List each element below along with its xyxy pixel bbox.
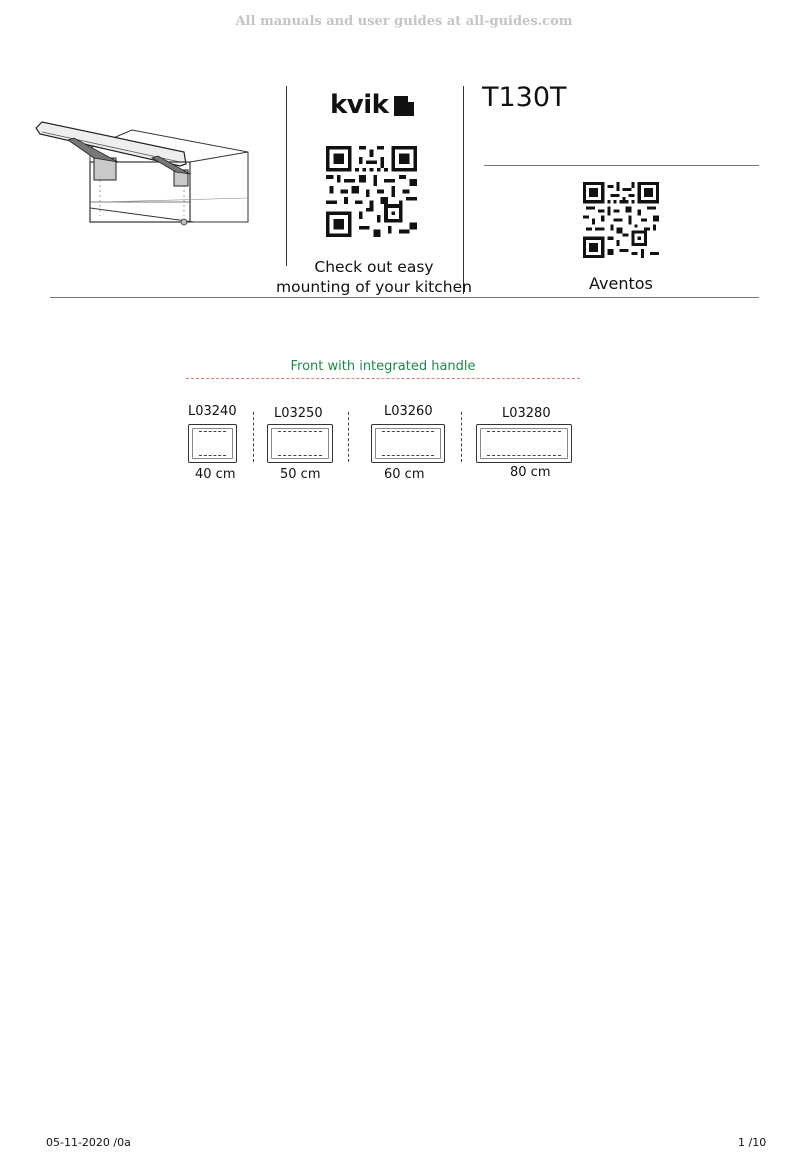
brand-logo — [330, 90, 426, 124]
qr-code-mounting — [326, 146, 417, 237]
section-title: Front with integrated handle — [290, 359, 476, 374]
variant-separator — [348, 412, 349, 462]
variant-size: 60 cm — [384, 467, 425, 482]
variant-size: 80 cm — [510, 465, 551, 480]
variant-code: L03250 — [274, 406, 323, 421]
tagline-line2: mounting of your kitchen — [276, 278, 472, 296]
variant-front-drawing — [476, 424, 572, 463]
brand-wordmark: kvik — [330, 90, 389, 120]
variant-front-drawing — [371, 424, 445, 463]
watermark: All manuals and user guides at all-guides.com — [235, 14, 573, 29]
variant-size: 40 cm — [195, 467, 236, 482]
section-title-rule — [186, 378, 580, 379]
cabinet-illustration — [34, 118, 254, 230]
footer-date: 05-11-2020 /0a — [46, 1136, 131, 1149]
brand-square-icon — [394, 96, 414, 116]
header-bottom-rule — [50, 297, 759, 298]
variant-front-drawing — [188, 424, 237, 463]
tagline-line1: Check out easy — [314, 258, 434, 276]
mechanism-label: Aventos — [589, 274, 653, 293]
model-number: T130T — [482, 82, 567, 113]
variant-size: 50 cm — [280, 467, 321, 482]
qr-code-aventos — [583, 182, 659, 258]
variant-separator — [253, 412, 254, 462]
variant-code: L03240 — [188, 404, 237, 419]
variant-code: L03280 — [502, 406, 551, 421]
variant-front-drawing — [267, 424, 333, 463]
model-underline — [484, 165, 759, 166]
header-divider-left — [286, 86, 287, 266]
variant-separator — [461, 412, 462, 462]
footer-page-number: 1 /10 — [738, 1136, 767, 1149]
variant-code: L03260 — [384, 404, 433, 419]
tagline — [276, 257, 472, 297]
